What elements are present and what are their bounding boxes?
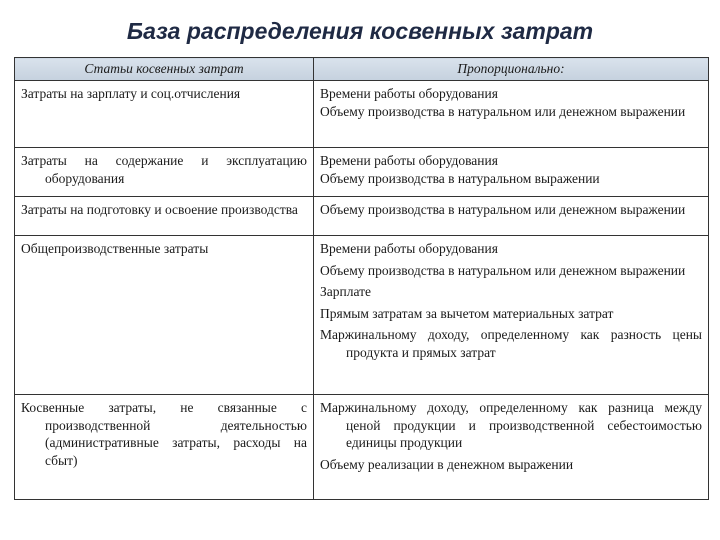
allocation-base-text: Объему производства в натуральном выражении — [320, 170, 600, 186]
cost-item-cell — [15, 148, 314, 197]
table-row — [15, 148, 709, 197]
page-title: База распределения косвенных затрат — [126, 18, 594, 44]
allocation-base-text: Времени работы оборудования — [320, 153, 498, 168]
cost-item-text: Затраты на зарплату и соц.отчисления — [21, 86, 241, 101]
allocation-base-cell — [314, 81, 709, 148]
allocation-base-text: Прямым затратам за вычетом материальных затрат — [320, 305, 614, 321]
allocation-base-text: Маржинальному доходу, определенному как разница между ценой продукции и производственной себестоимостью единицы продукции — [320, 400, 702, 450]
table-row — [15, 197, 709, 236]
cost-item-text: Косвенные затраты, не связанные с производственной деятельностью (административные затраты, расходы на сбыт) — [21, 400, 307, 468]
allocation-base-text: Объему производства в натуральном или денежном выражении — [320, 202, 686, 217]
table-header-row — [15, 58, 709, 81]
allocation-base-cell — [314, 236, 709, 395]
cost-item-cell — [15, 236, 314, 395]
table-row — [15, 395, 709, 500]
cost-item-cell — [15, 395, 314, 500]
cost-item-text: Затраты на содержание и эксплуатацию оборудования — [21, 153, 307, 186]
allocation-base-cell — [314, 148, 709, 197]
allocation-base-text: Зарплате — [320, 284, 372, 299]
cost-item-text: Затраты на подготовку и освоение производства — [21, 202, 298, 217]
cost-item-cell — [15, 81, 314, 148]
column-header-proportional: Пропорционально: — [314, 58, 709, 81]
table-row — [15, 236, 709, 395]
allocation-base-text: Объему реализации в денежном выражении — [320, 456, 574, 472]
allocation-base-text: Объему производства в натуральном или денежном выражении — [320, 262, 686, 278]
column-header-cost-items: Статьи косвенных затрат — [15, 58, 314, 81]
allocation-base-cell — [314, 197, 709, 236]
table-row — [15, 81, 709, 148]
cost-item-text: Общепроизводственные затраты — [21, 241, 209, 256]
cost-allocation-table — [14, 57, 709, 500]
allocation-base-text: Маржинальному доходу, определенному как разность цены продукта и прямых затрат — [320, 327, 702, 360]
allocation-base-cell — [314, 395, 709, 500]
cost-item-cell — [15, 197, 314, 236]
allocation-base-text: Времени работы оборудования — [320, 86, 498, 101]
allocation-base-text: Объему производства в натуральном или денежном выражении — [320, 103, 686, 119]
allocation-base-text: Времени работы оборудования — [320, 241, 498, 256]
